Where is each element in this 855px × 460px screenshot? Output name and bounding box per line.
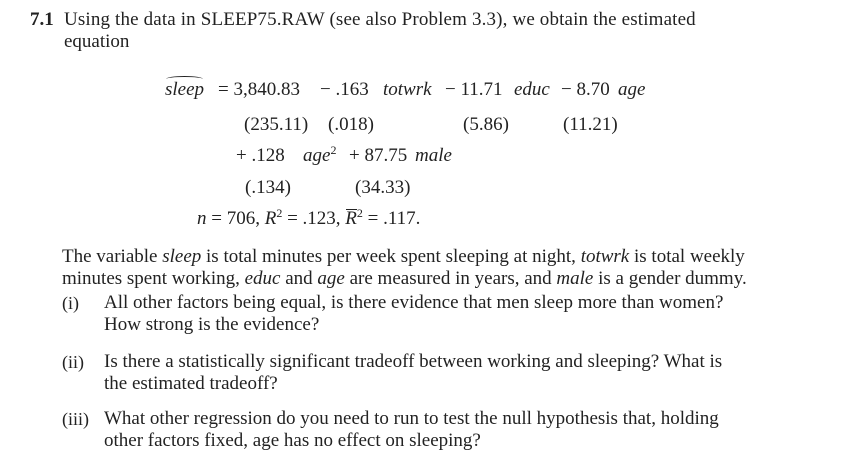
question-text-line1: All other factors being equal, is there evidence that men sleep more than women?: [104, 292, 724, 313]
stats-line: n = 706, $R^2 = .123$, $R^2 = .117$.: [197, 206, 421, 229]
eq-var-age: age: [618, 79, 646, 100]
problem-number: 7.1: [30, 9, 54, 30]
eq-coef-age: − 8.70: [561, 79, 610, 100]
se-intercept: (235.11): [244, 114, 309, 135]
dep-var-sleep-hat: sleep: [165, 79, 205, 100]
eq-coef-male: + 87.75: [349, 145, 408, 166]
eq-coef-agesq: + .128: [236, 145, 285, 166]
se-agesq: (.134): [245, 177, 291, 198]
eq-var-agesq: age$^2$: [303, 143, 337, 166]
eq-intercept: = 3,840.83: [218, 79, 300, 100]
se-educ: (5.86): [463, 114, 509, 135]
se-age: (11.21): [563, 114, 618, 135]
question-text-line1: What other regression do you need to run to test the null hypothesis that, holding: [104, 408, 719, 429]
eq-var-totwrk: totwrk: [383, 79, 432, 100]
eq-var-educ: educ: [514, 79, 550, 100]
question-text-line2: the estimated tradeoff?: [104, 373, 278, 394]
question-text-line1: Is there a statistically significant tradeoff between working and sleeping? What is: [104, 351, 723, 372]
question-text-line2: How strong is the evidence?: [104, 314, 320, 335]
description-line1: The variable sleep is total minutes per week spent sleeping at night, totwrk is total weekly: [62, 246, 745, 267]
se-totwrk: (.018): [328, 114, 374, 135]
eq-coef-educ: − 11.71: [445, 79, 503, 100]
problem-intro-line1: Using the data in SLEEP75.RAW (see also Problem 3.3), we obtain the estimated: [64, 9, 696, 30]
question-text-line2: other factors fixed, age has no effect on sleeping?: [104, 430, 481, 451]
description-line2: minutes spent working, educ and age are measured in years, and male is a gender dummy.: [62, 268, 747, 289]
se-male: (34.33): [355, 177, 411, 198]
eq-var-male: male: [415, 145, 452, 166]
question-label: (iii): [62, 409, 89, 429]
eq-coef-totwrk: − .163: [320, 79, 369, 100]
question-label: (ii): [62, 352, 84, 372]
question-label: (i): [62, 293, 79, 313]
problem-intro-line2: equation: [64, 31, 130, 52]
